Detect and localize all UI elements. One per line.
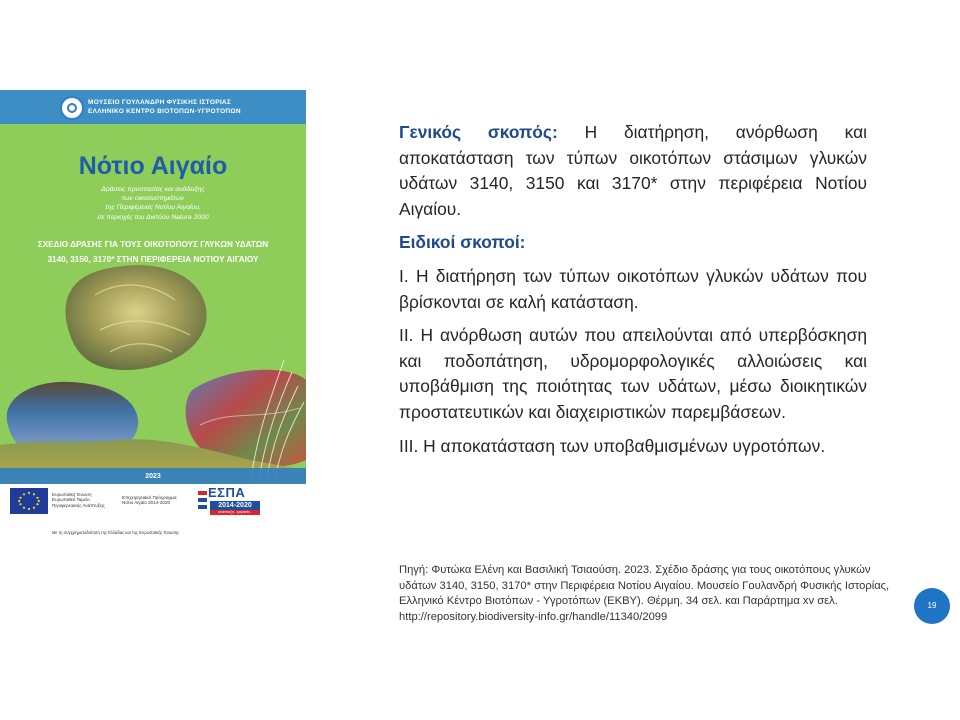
cover-header-band bbox=[0, 90, 306, 124]
eu-fund-line: Περιφερειακής Ανάπτυξης bbox=[52, 502, 105, 508]
cover-subtitle bbox=[0, 185, 306, 222]
source-citation: Πηγή: Φυτώκα Ελένη και Βασιλική Τσιαούση. 2023. Σχέδιο δράσης για τους οικοτόπους γλυκών υδάτων 3140, 3150, 3170* στην Περιφέρεια Νοτίου Αιγαίου. Μουσείο Γουλανδρή Φυσικής Ιστορίας, Ελληνικό Κέντρο Βιοτόπων - Υγροτόπων (ΕΚΒΥ). Θέρμη. 34 σελ. και Παράρτημα xv σελ. http://repository.biodiversity-info.gr/handle/11340/2099 bbox=[399, 564, 890, 623]
cover-subtitle-line: της Περιφέρειας Νοτίου Αιγαίου, bbox=[105, 204, 201, 212]
report-cover bbox=[0, 90, 306, 484]
cover-artwork bbox=[0, 90, 306, 484]
general-objective-text: Η διατήρηση, ανόρθωση και αποκατάσταση των τύπων οικοτόπων στάσιμων γλυκών υδάτων 3140, 3150 και 3170* στην περιφέρεια Νοτίου Αιγαίου. bbox=[399, 122, 867, 219]
cover-subtitle-line: Δράσεις προστασίας και ανάδειξης bbox=[101, 186, 205, 193]
eu-flag-icon bbox=[10, 488, 48, 514]
cover-plan-line-1: ΣΧΕΔΙΟ ΔΡΑΣΗΣ ΓΙΑ ΤΟΥΣ ΟΙΚΟΤΟΠΟΥΣ ΓΛΥΚΩΝ ΥΔΑΤΩΝ bbox=[37, 240, 269, 249]
page-number-badge: 19 bbox=[914, 588, 950, 624]
espa-years: 2014-2020 bbox=[210, 501, 260, 510]
cover-org-line-1: ΜΟΥΣΕΙΟ ΓΟΥΛΑΝΔΡΗ ΦΥΣΙΚΗΣ ΙΣΤΟΡΙΑΣ bbox=[88, 99, 232, 106]
specific-objectives-heading: Ειδικοί σκοποί: bbox=[399, 232, 526, 253]
slide-text bbox=[399, 120, 867, 467]
specific-objective-1: I. Η διατήρηση των τύπων οικοτόπων γλυκών υδάτων που βρίσκονται σε καλή κατάσταση. bbox=[399, 265, 867, 312]
cofunding-footnote: Με τη συγχρηματοδότηση της Ελλάδας και της Ευρωπαϊκής Ένωσης bbox=[52, 530, 180, 535]
espa-logo-text: ΕΣΠΑ bbox=[208, 485, 246, 500]
espa-slogan: ανάπτυξη - εργασία - αλληλεγγύη bbox=[210, 510, 260, 515]
algae-photo bbox=[66, 265, 207, 370]
cover-subtitle-line: των οικοσυστημάτων bbox=[121, 195, 185, 203]
specific-objective-2: II. Η ανόρθωση αυτών που απειλούνται από υπερβόσκηση και ποδοπάτηση, υδρομορφολογικές αλλοιώσεις και υποβάθμιση της ποιότητας των υδάτων, μέσω διοικητικών προστατευτικών και διαχειριστικών παρεμβάσεων. bbox=[399, 325, 867, 422]
espa-mark-icon bbox=[198, 489, 207, 511]
eu-fund-line: Ευρωπαϊκή Ένωση bbox=[52, 492, 92, 497]
funding-logos bbox=[10, 486, 306, 538]
cover-org-line-2: ΕΛΛΗΝΙΚΟ ΚΕΝΤΡΟ ΒΙΟΤΟΠΩΝ-ΥΓΡΟΤΟΠΩΝ bbox=[88, 108, 241, 115]
program-line: Επιχειρησιακό Πρόγραμμα bbox=[122, 495, 177, 500]
cover-subtitle-line: σε περιοχές του Δικτύου Natura 2000 bbox=[97, 213, 209, 221]
cover-plan-line-2: 3140, 3150, 3170* ΣΤΗΝ ΠΕΡΙΦΕΡΕΙΑ ΝΟΤΙΟΥ ΑΙΓΑΙΟΥ bbox=[47, 255, 259, 264]
general-objective bbox=[399, 120, 867, 222]
eu-fund-line: Ευρωπαϊκό Ταμείο bbox=[52, 497, 90, 503]
espa-logo bbox=[198, 485, 262, 519]
general-objective-label: Γενικός σκοπός: bbox=[399, 122, 558, 142]
cover-title: Νότιο Αιγαίο bbox=[78, 152, 228, 180]
program-text bbox=[122, 495, 177, 506]
museum-logo-icon bbox=[60, 96, 84, 120]
eu-fund-text bbox=[52, 492, 105, 508]
specific-objective-3: III. Η αποκατάσταση των υποβαθμισμένων υγροτόπων. bbox=[399, 435, 826, 456]
cover-plan-title bbox=[0, 237, 306, 267]
cover-year: 2023 bbox=[145, 473, 161, 480]
program-line: Νότιο Αιγαίο 2014-2020 bbox=[122, 500, 171, 506]
